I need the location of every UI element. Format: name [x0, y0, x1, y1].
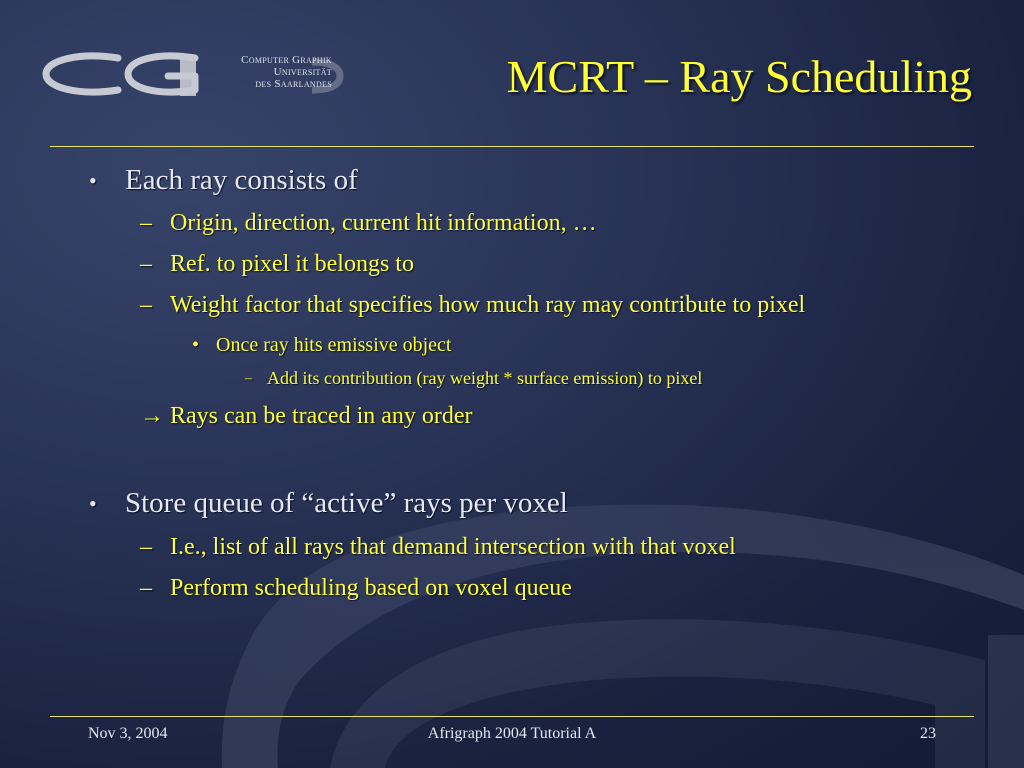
sub-bullet-item	[140, 251, 414, 278]
bullet-item	[89, 164, 358, 197]
dash-icon: –	[140, 575, 152, 601]
bullet-icon: •	[89, 168, 97, 193]
bullet-icon: •	[89, 491, 97, 516]
sub-bullet-text: I.e., list of all rays that demand intersection with that voxel	[170, 534, 736, 560]
logo-line-3: des Saarlandes	[255, 78, 332, 90]
university-logo	[40, 44, 350, 104]
sub-bullet-item	[140, 210, 597, 237]
level3-bullet-text: Once ray hits emissive object	[216, 334, 452, 356]
dash-icon: –	[140, 292, 152, 318]
sub-bullet-text: Weight factor that specifies how much ray may contribute to pixel	[170, 292, 806, 318]
level4-bullet-text: Add its contribution (ray weight * surface emission) to pixel	[267, 368, 703, 388]
arrow-item-text: Rays can be traced in any order	[170, 403, 473, 429]
logo-line-1: Computer Graphik	[241, 54, 332, 66]
dash-icon: –	[140, 210, 152, 236]
logo-line-2: Universität	[273, 66, 332, 78]
arrow-right-icon: →	[140, 403, 164, 429]
level3-bullet-item	[192, 334, 452, 357]
dash-icon: –	[245, 371, 252, 386]
page-number: 23	[920, 725, 936, 742]
bullet-text: Store queue of “active” rays per voxel	[125, 487, 568, 519]
sub-bullet-item	[140, 534, 736, 561]
dash-icon: –	[140, 251, 152, 277]
bullet-text: Each ray consists of	[125, 164, 358, 196]
dash-icon: –	[140, 534, 152, 560]
sub-bullet-text: Perform scheduling based on voxel queue	[170, 575, 572, 601]
bullet-icon: •	[192, 334, 200, 356]
footer-divider	[50, 716, 974, 717]
sub-bullet-item	[140, 575, 572, 602]
slide-title: MCRT – Ray Scheduling	[506, 51, 972, 102]
title-divider	[50, 146, 974, 147]
arrow-item	[140, 403, 473, 430]
footer-event: Afrigraph 2004 Tutorial A	[427, 725, 597, 742]
level4-bullet-item	[245, 368, 703, 389]
sub-bullet-text: Ref. to pixel it belongs to	[170, 251, 414, 277]
footer-date: Nov 3, 2004	[88, 725, 168, 742]
sub-bullet-item	[140, 292, 806, 319]
bullet-item	[89, 487, 568, 520]
logo-text	[202, 54, 332, 90]
sub-bullet-text: Origin, direction, current hit information, …	[170, 210, 597, 236]
